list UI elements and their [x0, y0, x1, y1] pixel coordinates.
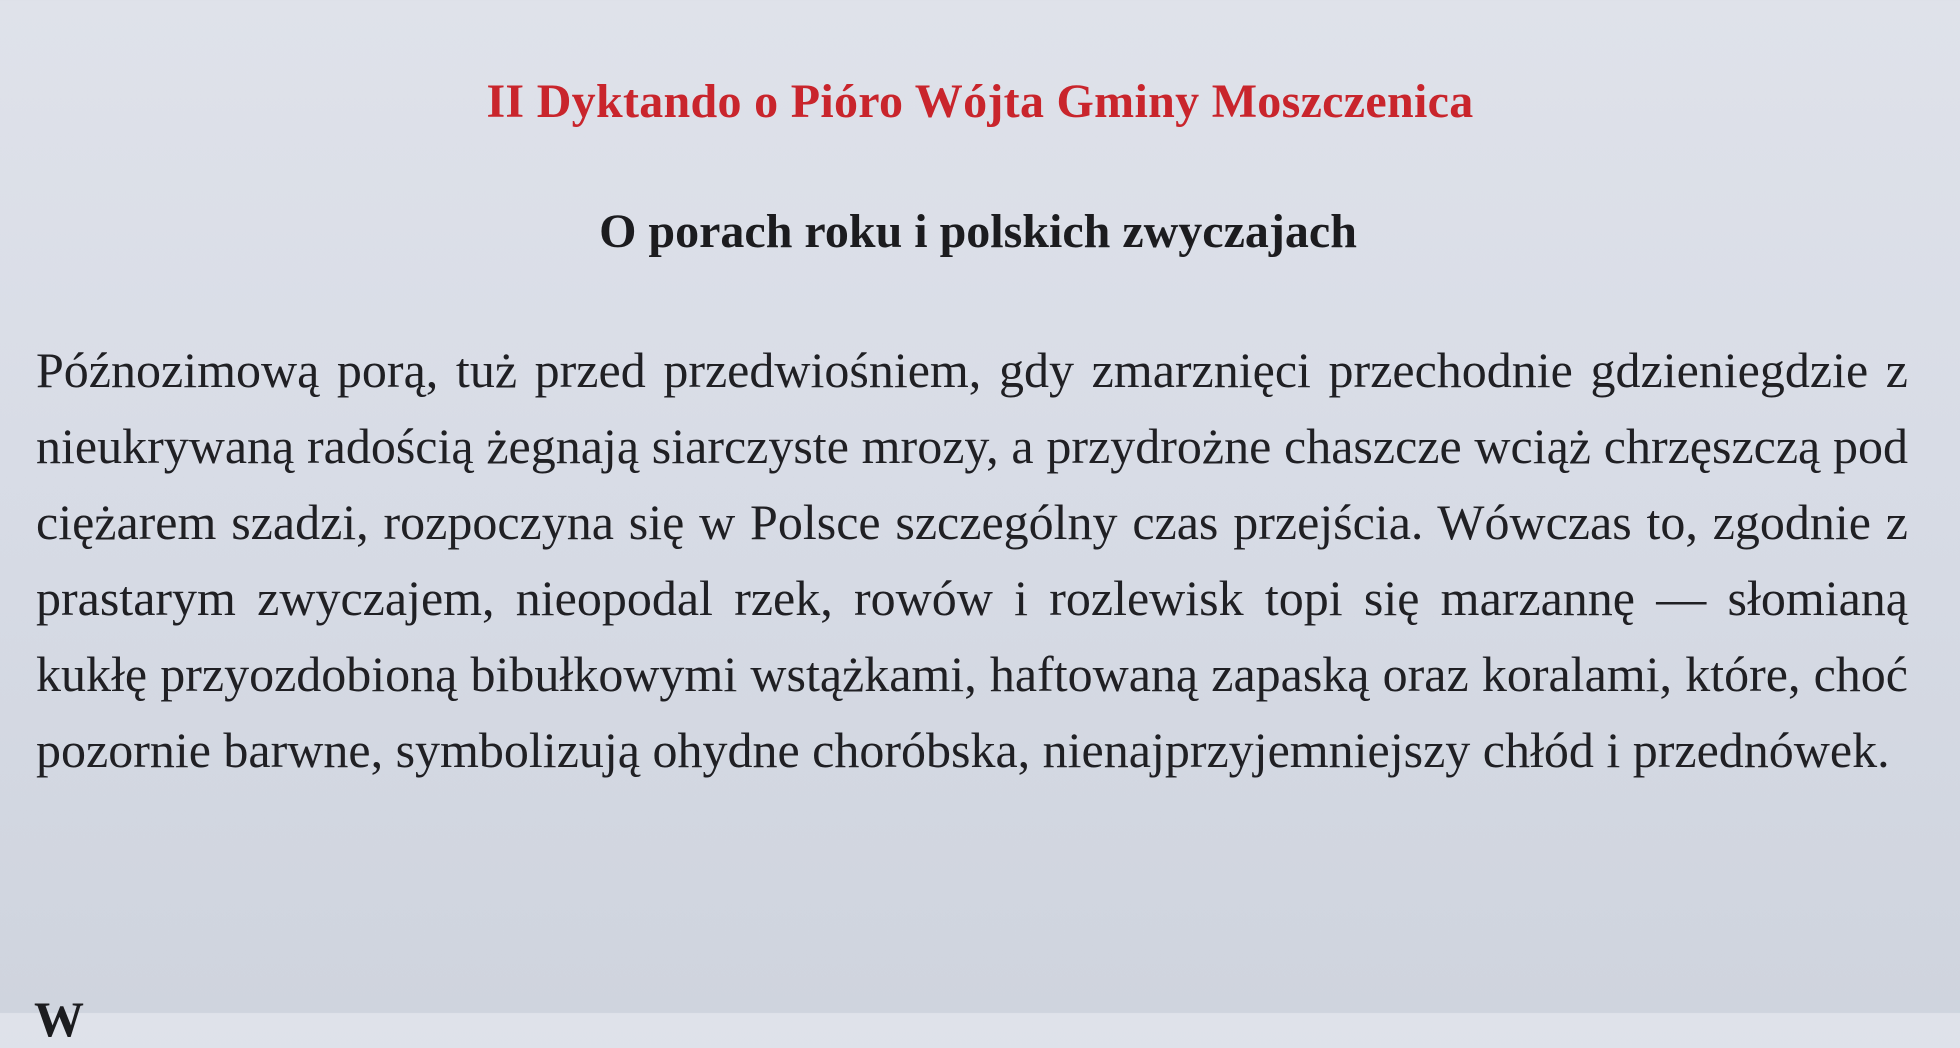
document-title: II Dyktando o Pióro Wójta Gminy Moszczenica [486, 75, 1474, 128]
document-subtitle: O porach roku i polskich zwyczajach [599, 205, 1357, 258]
next-paragraph-fragment: W [34, 991, 84, 1047]
dictation-paragraph: Późnozimową porą, tuż przed przedwiośniem, gdy zmarznięci przechodnie gdzieniegdzie z nieukrywaną radością żegnają siarczyste mrozy, a przydrożne chaszcze wciąż chrzęszczą pod ciężarem szadzi, rozpoczyna się w Polsce szczególny czas przejścia. Wówczas to, zgodnie z prastarym zwyczajem, nieopodal rzek, rowów i rozlewisk topi się marzannę — słomianą kukłę przyozdobioną bibułkowymi wstążkami, haftowaną zapaską oraz koralami, które, choć pozornie barwne, symbolizują ohydne choróbska, nienajprzyjemniejszy chłód i przednówek. [36, 342, 1908, 778]
